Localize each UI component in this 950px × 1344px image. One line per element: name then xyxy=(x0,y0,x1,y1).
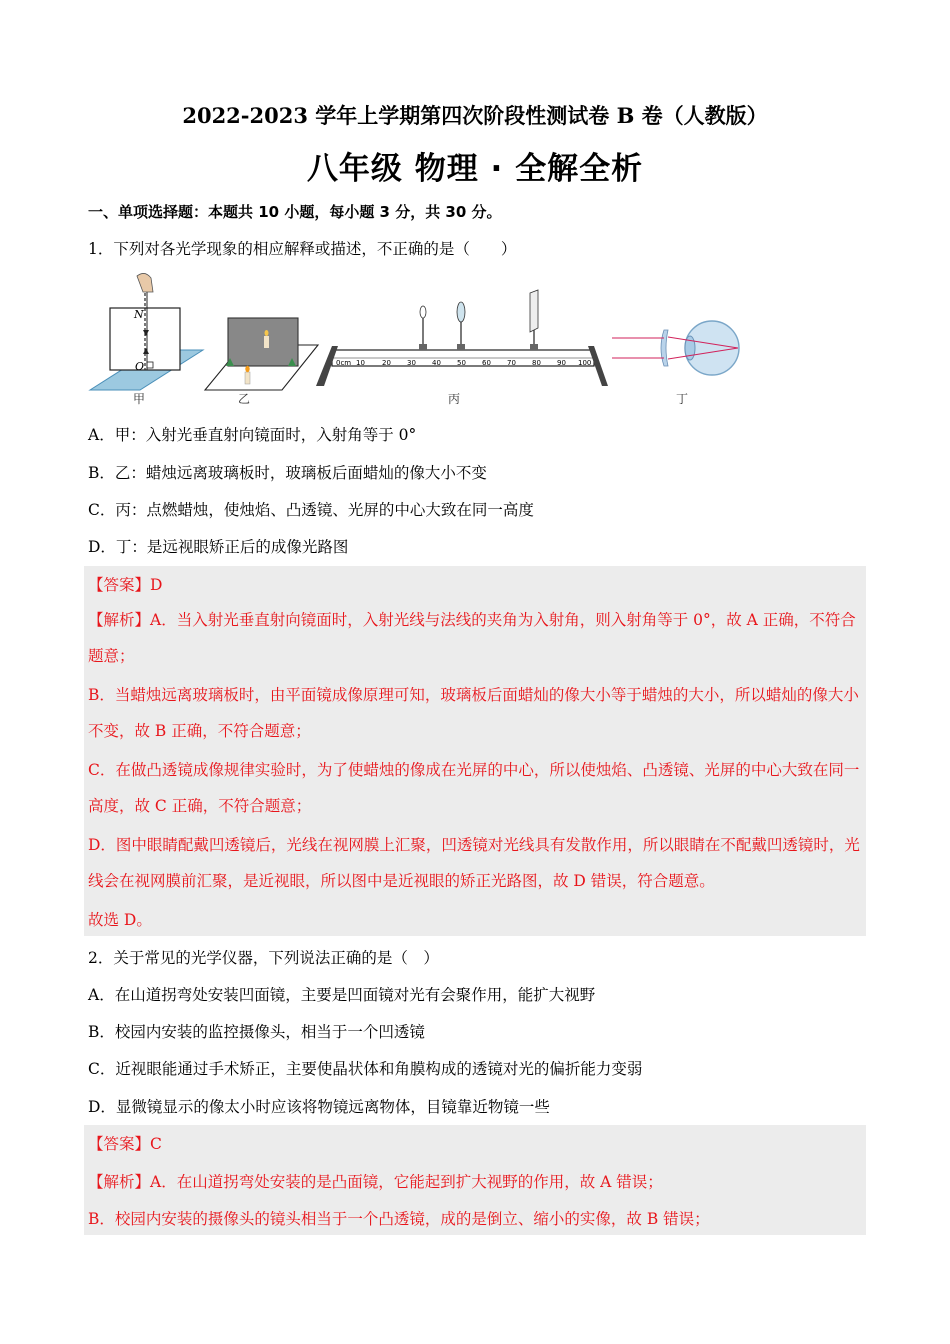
figure-label-jia: 甲 xyxy=(133,392,146,406)
ruler-tick-40: 40 xyxy=(432,359,441,367)
q1-stem: 1．下列对各光学现象的相应解释或描述，不正确的是（ ） xyxy=(88,240,517,258)
q1-option-d: D．丁：是远视眼矫正后的成像光路图 xyxy=(88,538,349,556)
q1-analysis-c: C．在做凸透镜成像规律实验时，为了使蜡烛的像成在光屏的中心，所以使烛焰、凸透镜、光屏的中心大致在同一高度，故 C 正确，不符合题意； xyxy=(88,761,860,815)
ruler-zero-label: 0cm xyxy=(336,359,352,367)
ruler-tick-30: 30 xyxy=(407,359,416,367)
ruler-tick-70: 70 xyxy=(507,359,516,367)
label-o: O xyxy=(135,360,145,373)
figure-label-ding: 丁 xyxy=(676,392,689,406)
q1-analysis-a: 【解析】A．当入射光垂直射向镜面时，入射光线与法线的夹角为入射角，则入射角等于 0°，故 A 正确，不符合题意； xyxy=(88,611,856,665)
q1-analysis-d: D．图中眼睛配戴凹透镜后，光线在视网膜上汇聚，凹透镜对光线具有发散作用，所以眼睛在不配戴凹透镜时，光线会在视网膜前汇聚，是近视眼，所以图中是近视眼的矫正光路图，故 D 错误，符合题意。 xyxy=(88,836,860,890)
figure-jia xyxy=(85,268,205,393)
q2-analysis-a: 【解析】A．在山道拐弯处安装的是凸面镜，它能起到扩大视野的作用，故 A 错误； xyxy=(88,1173,663,1191)
exam-subtitle: 八年级 物理 · 全解全析 xyxy=(306,151,644,187)
q1-option-b: B．乙：蜡烛远离玻璃板时，玻璃板后面蜡灿的像大小不变 xyxy=(88,464,487,482)
ruler-tick-100: 100 xyxy=(578,359,592,367)
figure-label-bing: 丙 xyxy=(448,392,461,406)
q1-conclusion: 故选 D。 xyxy=(88,911,152,929)
ruler-tick-80: 80 xyxy=(532,359,541,367)
ruler-tick-20: 20 xyxy=(382,359,391,367)
q2-analysis-b: B．校园内安装的摄像头的镜头相当于一个凸透镜，成的是倒立、缩小的实像，故 B 错误； xyxy=(88,1210,710,1228)
ruler-tick-10: 10 xyxy=(356,359,365,367)
q2-stem: 2．关于常见的光学仪器，下列说法正确的是（ ） xyxy=(88,949,439,967)
exam-title: 2022-2023 学年上学期第四次阶段性测试卷 B 卷（人教版） xyxy=(182,103,768,128)
q1-analysis-b: B．当蜡烛远离玻璃板时，由平面镜成像原理可知，玻璃板后面蜡灿的像大小等于蜡烛的大小，所以蜡灿的像大小不变，故 B 正确，不符合题意； xyxy=(88,686,859,740)
q1-option-c: C．丙：点燃蜡烛，使烛焰、凸透镜、光屏的中心大致在同一高度 xyxy=(88,501,534,519)
ruler-tick-50: 50 xyxy=(457,359,466,367)
q1-answer: 【答案】D xyxy=(88,576,163,594)
figure-label-yi: 乙 xyxy=(238,392,251,406)
figure-ding xyxy=(612,318,752,388)
q1-option-a: A．甲：入射光垂直射向镜面时，入射角等于 0° xyxy=(88,426,417,444)
label-n: N xyxy=(134,308,144,321)
q2-option-a: A．在山道拐弯处安装凹面镜，主要是凹面镜对光有会聚作用，能扩大视野 xyxy=(88,986,596,1004)
ruler-tick-90: 90 xyxy=(557,359,566,367)
figure-yi xyxy=(200,300,320,395)
q2-answer: 【答案】C xyxy=(88,1135,162,1153)
section-heading: 一、单项选择题：本题共 10 小题，每小题 3 分，共 30 分。 xyxy=(88,203,502,221)
q2-option-d: D．显微镜显示的像太小时应该将物镜远离物体，目镜靠近物镜一些 xyxy=(88,1098,550,1116)
figure-bing xyxy=(312,288,612,388)
q2-option-c: C．近视眼能通过手术矫正，主要使晶状体和角膜构成的透镜对光的偏折能力变弱 xyxy=(88,1060,643,1078)
q2-option-b: B．校园内安装的监控摄像头，相当于一个凹透镜 xyxy=(88,1023,425,1041)
ruler-tick-60: 60 xyxy=(482,359,491,367)
